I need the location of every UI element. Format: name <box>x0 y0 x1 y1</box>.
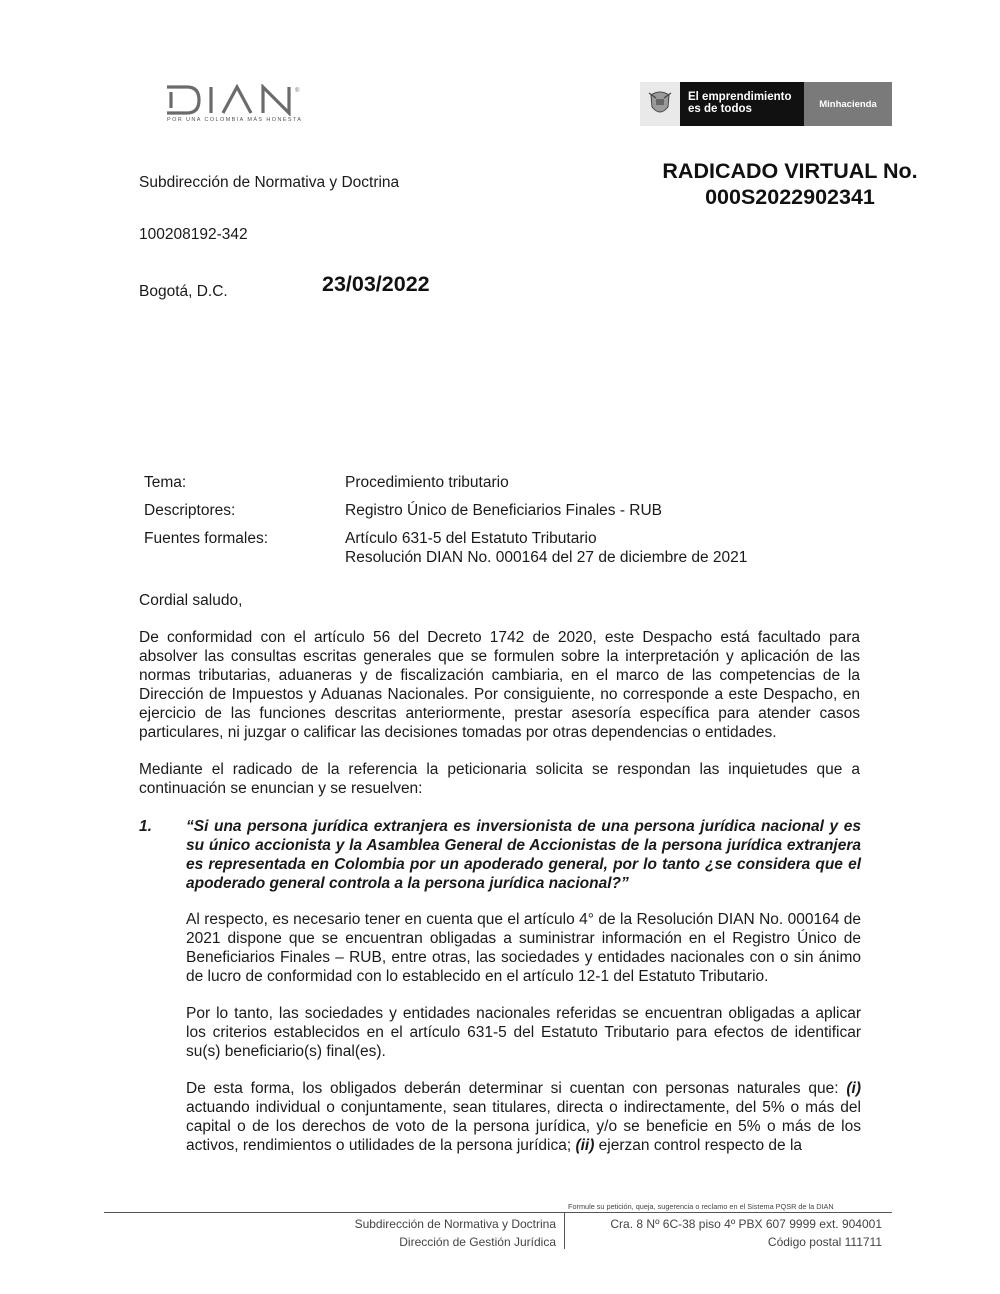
coat-of-arms-icon <box>640 82 680 126</box>
radicado-block <box>610 158 970 210</box>
dian-wordmark-icon <box>165 84 325 116</box>
answer-paragraph-2: Por lo tanto, las sociedades y entidades nacionales referidas se encuentran obligadas a aplicar los criterios establecidos en el artículo 631-5 del Estatuto Tributario para efectos de identificar su(s) beneficiario(s) final(es). <box>186 1005 861 1060</box>
marker-i: (i) <box>846 1080 861 1097</box>
greeting: Cordial saludo, <box>139 592 243 609</box>
gov-slogan <box>680 82 804 126</box>
city: Bogotá, D.C. <box>139 283 228 300</box>
dian-logo <box>165 84 325 130</box>
dian-tagline: POR UNA COLOMBIA MÁS HONESTA <box>167 117 303 123</box>
marker-ii: (ii) <box>575 1137 595 1154</box>
tema-label: Tema: <box>144 474 187 491</box>
descriptores-label: Descriptores: <box>144 502 236 519</box>
descriptores-value: Registro Único de Beneficiarios Finales - RUB <box>345 502 663 519</box>
footer-office-line1: Subdirección de Normativa y Doctrina <box>354 1217 556 1231</box>
ministry-label: Minhacienda <box>804 82 892 126</box>
footer-office-line2: Dirección de Gestión Jurídica <box>399 1235 556 1249</box>
footer-divider <box>104 1212 892 1213</box>
footer-vertical-divider <box>564 1213 565 1249</box>
tema-value: Procedimiento tributario <box>345 474 509 491</box>
question-number: 1. <box>139 818 152 835</box>
footer-address <box>570 1215 882 1251</box>
paragraph-request: Mediante el radicado de la referencia la peticionaria solicita se respondan las inquietudes que a continuación se enuncian y se resuelven: <box>139 761 860 797</box>
question-text: “Si una persona jurídica extranjera es inversionista de una persona jurídica nacional y es su único accionista y la Asamblea General de Accionistas de la persona jurídica extranjera es representada en Colombia por un apoderado general, por lo tanto ¿se considera que el apoderado general controla a la persona jurídica nacional?” <box>186 818 861 892</box>
fuentes-value-2: Resolución DIAN No. 000164 del 27 de diciembre de 2021 <box>345 549 748 566</box>
document-date: 23/03/2022 <box>322 272 430 296</box>
footer-address-line1: Cra. 8 Nº 6C-38 piso 4º PBX 607 9999 ext. 904001 <box>610 1217 882 1231</box>
answer-3-part2: actuando individual o conjuntamente, sean titulares, directa o indirectamente, del 5% o más del capital o de los derechos de voto de la persona jurídica, y/o se beneficie en 5% o más de los activos, rendimientos o utilidades de la persona jurídica; <box>186 1099 861 1154</box>
paragraph-competence: De conformidad con el artículo 56 del Decreto 1742 de 2020, este Despacho está facultado para absolver las consultas escritas generales que se formulen sobre la interpretación y aplicación de las normas tributarias, aduaneras y de fiscalización cambiaria, en el marco de las competencias de la Dirección de Impuestos y Aduanas Nacionales. Por consiguiente, no corresponde a este Despacho, en ejercicio de las funciones descritas anteriormente, prestar asesoría específica para atender casos particulares, ni juzgar o calificar las decisiones tomadas por otras dependencias o entidades. <box>139 629 860 741</box>
answer-paragraph-1: Al respecto, es necesario tener en cuenta que el artículo 4° de la Resolución DIAN No. 000164 de 2021 dispone que se encuentran obligadas a suministrar información en el Registro Único de Beneficiarios Finales – RUB, entre otras, las sociedades y entidades nacionales con o sin ánimo de lucro de conformidad con lo establecido en el artículo 12-1 del Estatuto Tributario. <box>186 911 861 985</box>
fuentes-label: Fuentes formales: <box>144 530 269 547</box>
government-logo <box>640 82 892 126</box>
gov-slogan-line2: es de todos <box>688 103 752 115</box>
footer-address-line2: Código postal 111711 <box>767 1235 882 1249</box>
pqsr-notice: Formule su petición, queja, sugerencia o reclamo en el Sistema PQSR de la DIAN <box>568 1202 834 1211</box>
gov-slogan-line1: El emprendimiento <box>688 91 792 103</box>
fuentes-value-1: Artículo 631-5 del Estatuto Tributario <box>345 530 597 547</box>
reference-number: 100208192-342 <box>139 226 248 243</box>
answer-paragraph-3 <box>186 1079 861 1155</box>
svg-text:®: ® <box>295 88 300 94</box>
answer-3-part1: De esta forma, los obligados deberán determinar si cuentan con personas naturales que: <box>186 1080 847 1097</box>
footer-office <box>200 1215 556 1251</box>
radicado-number: 000S2022902341 <box>705 185 875 209</box>
radicado-title: RADICADO VIRTUAL No. <box>662 159 918 183</box>
answer-3-part3: ejerzan control respecto de la <box>594 1137 803 1154</box>
sender-office: Subdirección de Normativa y Doctrina <box>139 174 400 191</box>
